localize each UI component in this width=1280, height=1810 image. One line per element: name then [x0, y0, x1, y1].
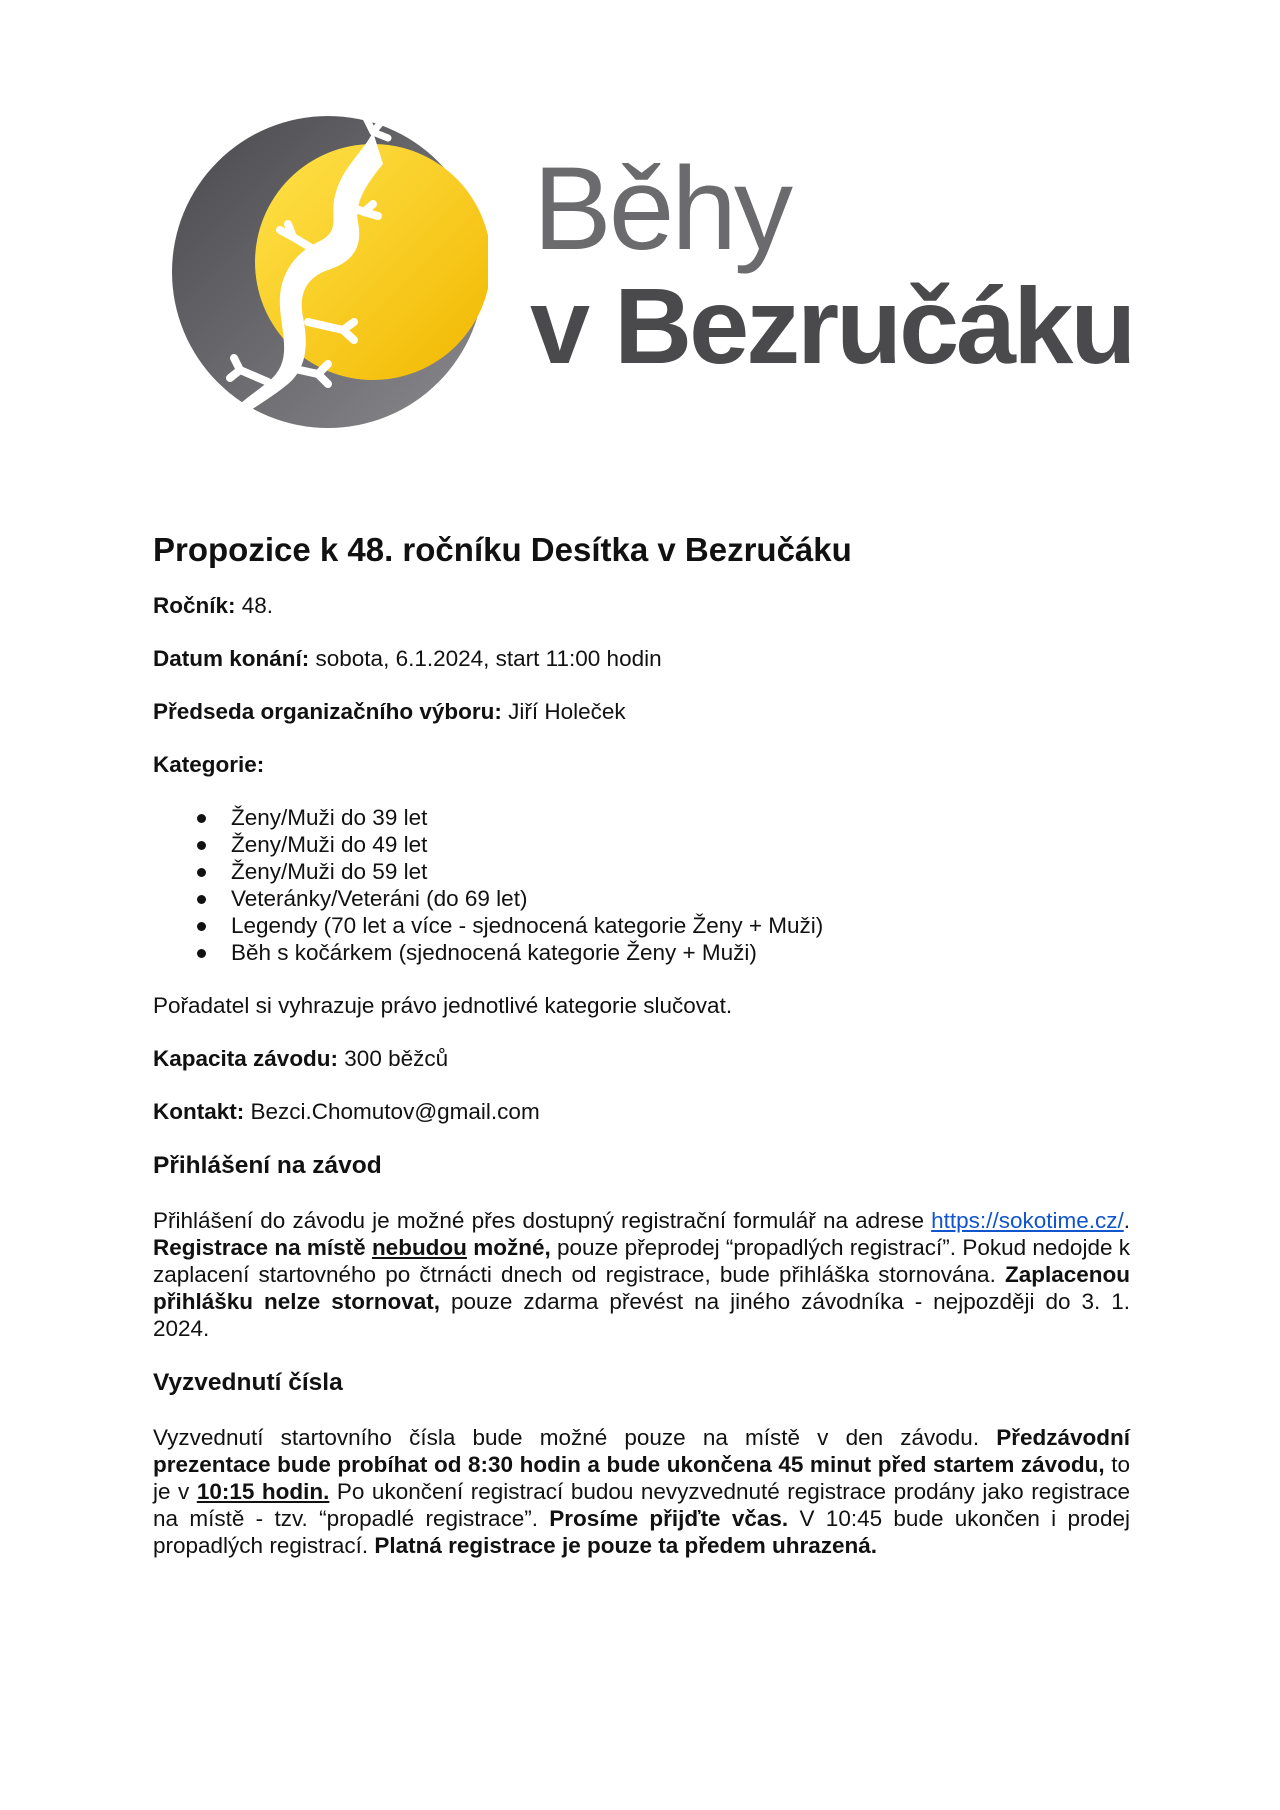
text-run: . — [1123, 1208, 1130, 1233]
field-chairman — [153, 698, 1130, 725]
bold-underline-run: nebudou — [371, 1235, 467, 1260]
bold-run: Platná registrace je pouze ta předem uhrazená. — [374, 1533, 878, 1558]
field-label: Ročník: — [153, 593, 236, 618]
field-capacity — [153, 1045, 1130, 1072]
field-value: 48. — [235, 593, 274, 618]
section-heading-registration: Přihlášení na závod — [153, 1152, 382, 1179]
field-value: Bezci.Chomutov@gmail.com — [244, 1099, 540, 1124]
field-date — [153, 645, 1130, 672]
document-body — [153, 530, 1130, 1585]
list-item: Veteránky/Veteráni (do 69 let) — [197, 885, 1130, 912]
salamander-icon — [168, 112, 488, 432]
logo-text-line2: v Bezručáku — [530, 265, 1134, 386]
list-item: Legendy (70 let a více - sjednocená kategorie Ženy + Muži) — [197, 912, 1130, 939]
registration-paragraph — [153, 1207, 1130, 1342]
field-label: Předseda organizačního výboru: — [153, 699, 502, 724]
field-value: Jiří Holeček — [501, 699, 626, 724]
bold-run: Prosíme přijďte včas. — [549, 1506, 789, 1531]
text-run: to je v — [153, 1452, 1130, 1504]
bold-run: Registrace na místě — [153, 1235, 372, 1260]
field-label: Kontakt: — [153, 1099, 245, 1124]
bold-run: možné, — [466, 1235, 551, 1260]
list-item: Ženy/Muži do 59 let — [197, 858, 1130, 885]
bold-run: Zaplacenou přihlášku nelze stornovat, — [153, 1262, 1130, 1314]
section-heading-pickup: Vyzvednutí čísla — [153, 1369, 343, 1396]
field-label: Kapacita závodu: — [153, 1046, 339, 1071]
field-value: sobota, 6.1.2024, start 11:00 hodin — [309, 646, 662, 671]
text-run: Po ukončení registrací budou nevyzvednuté registrace prodány jako registrace na místě - tzv. “propadlé registrace”. — [153, 1479, 1130, 1531]
registration-link[interactable]: https://sokotime.cz/ — [931, 1208, 1124, 1233]
pickup-paragraph — [153, 1424, 1130, 1559]
list-item: Ženy/Muži do 39 let — [197, 804, 1130, 831]
field-categories — [153, 751, 1130, 778]
field-label: Kategorie: — [153, 752, 265, 777]
text-run: Přihlášení do závodu je možné přes dostupný registrační formulář na adrese — [153, 1208, 932, 1233]
event-logo — [168, 112, 1168, 442]
text-run: pouze zdarma převést na jiného závodníka - nejpozději do 3. 1. 2024. — [153, 1289, 1130, 1341]
page-title: Propozice k 48. ročníku Desítka v Bezručáku — [153, 531, 852, 568]
text-run: pouze přeprodej “propadlých registrací”. Pokud nedojde k zaplacení startovného po čtrnácti dnech od registrace, bude přihláška stornována. — [153, 1235, 1130, 1287]
bold-underline-run: 10:15 hodin. — [196, 1479, 330, 1504]
field-contact — [153, 1098, 1130, 1125]
list-item: Ženy/Muži do 49 let — [197, 831, 1130, 858]
logo-text-line1: Běhy — [533, 143, 790, 275]
list-item: Běh s kočárkem (sjednocená kategorie Ženy + Muži) — [197, 939, 1130, 966]
field-label: Datum konání: — [153, 646, 310, 671]
text-run: Vyzvednutí startovního čísla bude možné pouze na místě v den závodu. — [153, 1425, 997, 1450]
bold-run: Předzávodní prezentace bude probíhat od 8:30 hodin a bude ukončena 45 minut před startem závodu, — [153, 1425, 1130, 1477]
field-year — [153, 592, 1130, 619]
category-list — [153, 804, 1130, 966]
field-value: 300 běžců — [338, 1046, 449, 1071]
text-run: V 10:45 bude ukončen i prodej propadlých registrací. — [153, 1506, 1130, 1558]
merge-note: Pořadatel si vyhrazuje právo jednotlivé kategorie slučovat. — [153, 993, 733, 1018]
